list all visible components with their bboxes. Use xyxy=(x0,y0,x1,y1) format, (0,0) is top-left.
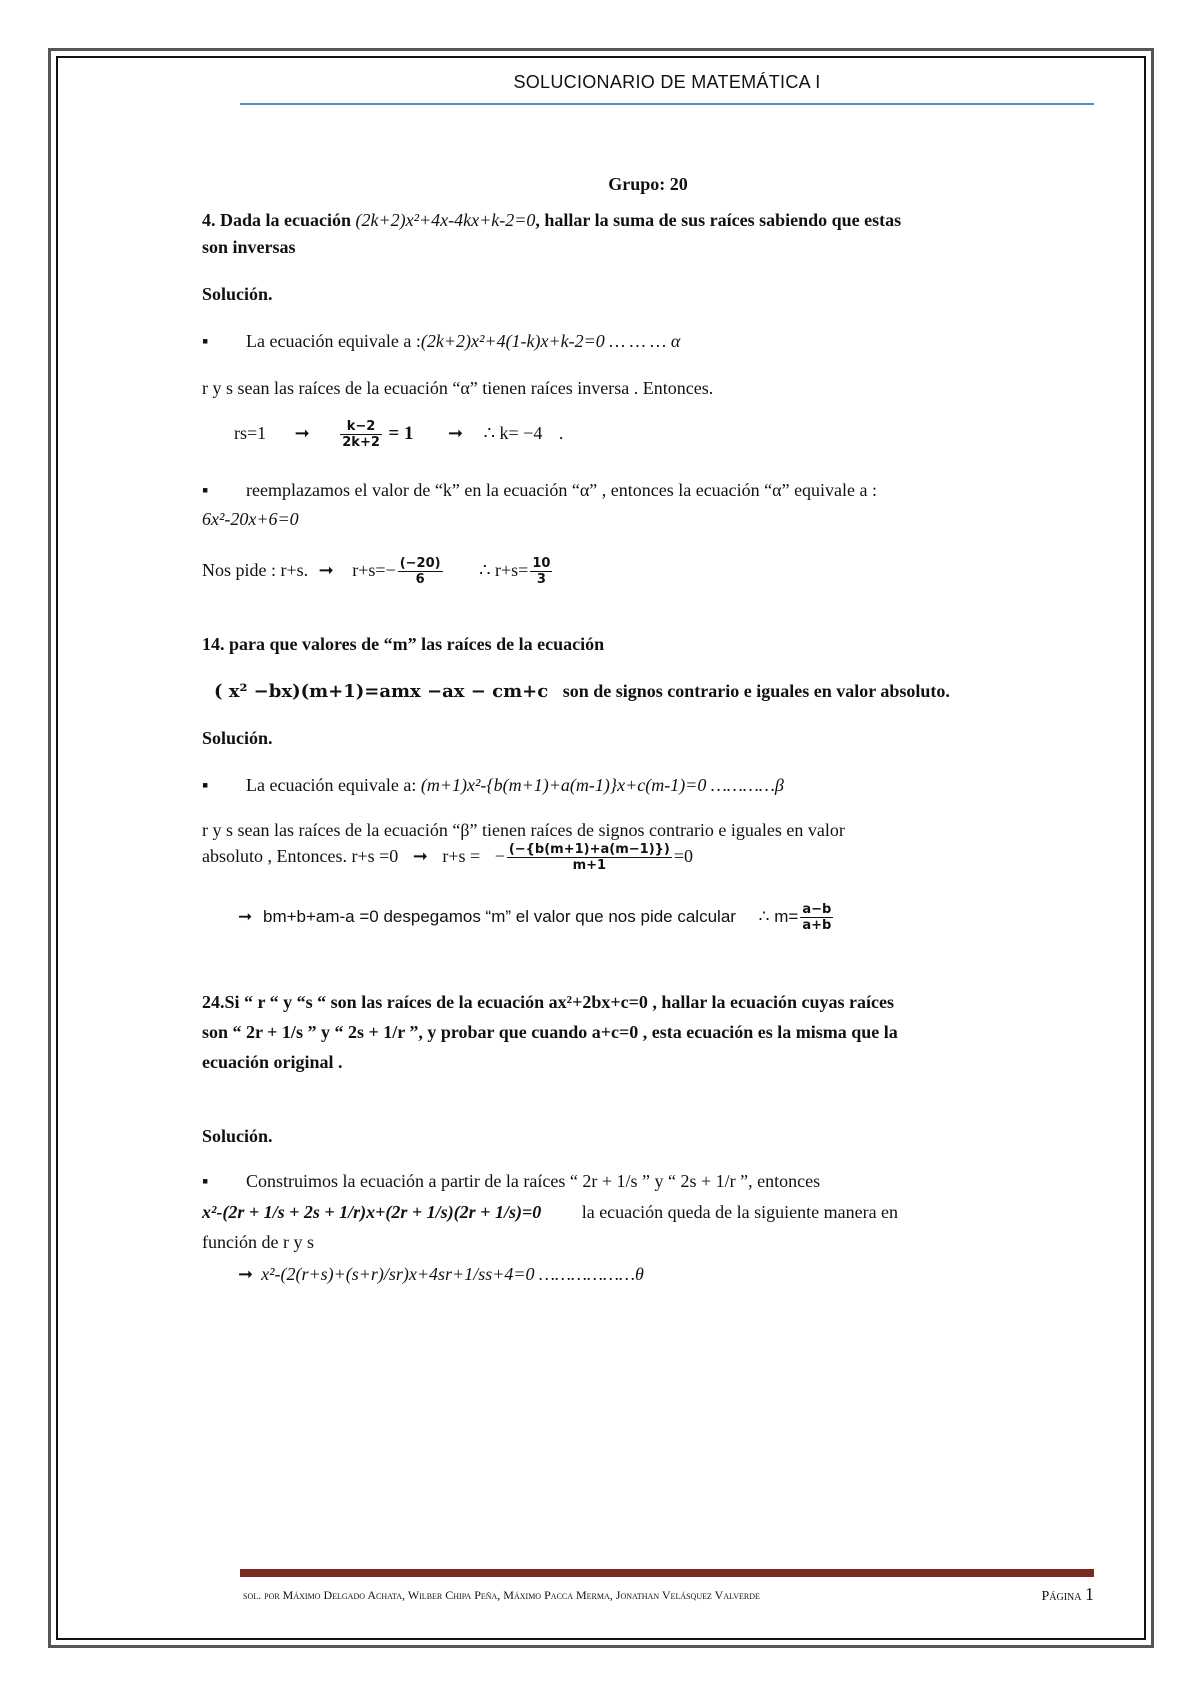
header-rule xyxy=(240,103,1094,105)
ask-text: Nos pide : r+s. xyxy=(202,560,309,580)
equation-tail: la ecuación queda de la siguiente manera en xyxy=(581,1202,899,1222)
frac-den: 3 xyxy=(536,572,546,588)
step-result: ∴ k= −4 xyxy=(483,423,543,443)
equation: x²-(2r + 1/s + 2s + 1/r)x+(2r + 1/s)(2r + 1/s)=0 xyxy=(202,1202,542,1222)
equation-tail: son de signos contrario e iguales en valor absoluto. xyxy=(562,681,950,701)
bullet-icon: ▪ xyxy=(202,480,209,500)
problem-24-function-line: función de r y s xyxy=(202,1232,314,1252)
abs-eq: r+s = xyxy=(442,846,481,866)
problem-24-line2: son “ 2r + 1/s ” y “ 2s + 1/r ”, y probar que cuando a+c=0 , esta ecuación es la misma que la xyxy=(202,1022,898,1042)
problem-4-solution-label: Solución. xyxy=(202,284,273,304)
footer xyxy=(243,1584,1094,1604)
problem-4-statement xyxy=(202,206,1094,235)
frac-den: 6 xyxy=(415,572,425,588)
problem-24-eq-line xyxy=(202,1198,1094,1227)
problem-4-equation: (2k+2)x²+4x-4kx+k-2=0 xyxy=(355,210,536,230)
problem-14-step: ➞ bm+b+am-a =0 despegamos “m” el valor que nos pide calcular ∴ m= $\frac{a-b}{a+b}$ xyxy=(238,902,832,934)
abs-tail: =0 xyxy=(673,846,693,866)
step-text: bm+b+am-a =0 despegamos “m” el valor que nos pide calcular xyxy=(262,907,736,926)
bullet-equation: (2k+2)x²+4(1-k)x+k-2=0 … … … α xyxy=(420,331,681,351)
fraction-k xyxy=(340,419,382,450)
bullet-text: reemplazamos el valor de “k” en la ecuación “α” , entonces la ecuación “α” equivale a : xyxy=(246,480,878,500)
problem-4-line2: son inversas xyxy=(202,237,296,257)
problem-24-final: ➞ x²-(2(r+s)+(s+r)/sr)x+4sr+1/ss+4=0 ………………θ xyxy=(238,1264,644,1284)
bullet-icon: ▪ xyxy=(202,331,209,351)
problem-4-bullet-1 xyxy=(202,327,1094,356)
problem-24-line1: 24.Si “ r “ y “s “ son las raíces de la ecuación ax²+2bx+c=0 , hallar la ecuación cuyas raíces xyxy=(202,992,894,1012)
problem-14-bullet-1 xyxy=(202,771,1094,800)
result-text: ∴ m= xyxy=(758,907,799,926)
footer-rule xyxy=(240,1569,1094,1577)
ask-eq: r+s=− xyxy=(352,560,396,580)
fraction-m xyxy=(800,902,833,933)
final-equation: x²-(2(r+s)+(s+r)/sr)x+4sr+1/ss+4=0 ………………θ xyxy=(261,1264,644,1284)
abs-text: absoluto , Entonces. r+s =0 xyxy=(202,846,399,866)
frac-num: 10 xyxy=(532,556,551,572)
bullet-text: La ecuación equivale a: xyxy=(246,775,421,795)
problem-4-ask: Nos pide : r+s. ➞ r+s=− $\frac{(-20)}{6}$ ∴ r+s= $\frac{10}{3}$ xyxy=(202,556,551,588)
group-heading: Grupo: 20 xyxy=(608,174,688,194)
frac-den: 2k+2 xyxy=(342,435,380,451)
bullet-icon: ▪ xyxy=(202,775,209,795)
problem-4-tail: , hallar la suma de sus raíces sabiendo que estas xyxy=(535,210,902,230)
page-number: 1 xyxy=(1085,1584,1094,1604)
frac-num: k−2 xyxy=(340,419,382,435)
problem-4-lead: 4. Dada la ecuación xyxy=(202,210,356,230)
bullet-equation: (m+1)x²-{b(m+1)+a(m-1)}x+c(m-1)=0 …………β xyxy=(420,775,784,795)
frac-num: a−b xyxy=(802,902,832,918)
problem-14-solution-label: Solución. xyxy=(202,728,273,748)
frac-num: (−{b(m+1)+a(m−1)}) xyxy=(508,842,670,858)
problem-4-rs-line: r y s sean las raíces de la ecuación “α” tienen raíces inversa . Entonces. xyxy=(202,378,714,398)
bullet-text: Construimos la ecuación a partir de la raíces “ 2r + 1/s ” y “ 2s + 1/r ”, entonces xyxy=(246,1171,821,1191)
problem-14-equation xyxy=(202,677,1094,706)
fraction-abs xyxy=(507,842,672,873)
ask-result: ∴ r+s= xyxy=(479,560,529,580)
frac-den: a+b xyxy=(802,918,832,934)
problem-4-step: rs=1 ➞ $\frac{k-2}{2k+2}$ = 1 ➞ ∴ k= −4 . xyxy=(234,419,564,451)
frac-num: (−20) xyxy=(399,556,441,572)
problem-14-abs: absoluto , Entonces. r+s =0 ➞ r+s = − $\frac{(-\{b(m+1)+a(m-1)\})}{m+1}$ =0 xyxy=(202,842,693,874)
problem-14-rs-line: r y s sean las raíces de la ecuación “β” tienen raíces de signos contrario e iguales en valor xyxy=(202,820,845,840)
equation: ( x² −bx)(m+1)=amx −ax − cm+c xyxy=(214,681,549,702)
bullet-text: La ecuación equivale a : xyxy=(246,331,421,351)
problem-24-solution-label: Solución. xyxy=(202,1126,273,1146)
step-rs: rs=1 xyxy=(234,423,267,443)
problem-4-bullet-2 xyxy=(202,476,1094,505)
problem-4-bullet-2-eq: 6x²-20x+6=0 xyxy=(202,509,299,529)
page-label: Página xyxy=(1041,1589,1082,1604)
header-title: SOLUCIONARIO DE MATEMÁTICA I xyxy=(513,72,821,92)
problem-24-line3: ecuación original . xyxy=(202,1052,343,1072)
frac-den: m+1 xyxy=(572,858,607,874)
fraction-result xyxy=(530,556,552,587)
fraction-ask xyxy=(398,556,443,587)
problem-14-title: 14. para que valores de “m” las raíces de la ecuación xyxy=(202,634,605,654)
problem-24-bullet-1 xyxy=(202,1167,1094,1196)
footer-page xyxy=(1041,1584,1094,1605)
step-eq1: = 1 xyxy=(388,423,414,444)
footer-authors: sol. por Máximo Delgado Achata, Wilber Chipa Peña, Máximo Pacca Merma, Jonathan Velásquez Valverde xyxy=(243,1588,760,1602)
bullet-icon: ▪ xyxy=(202,1171,209,1191)
